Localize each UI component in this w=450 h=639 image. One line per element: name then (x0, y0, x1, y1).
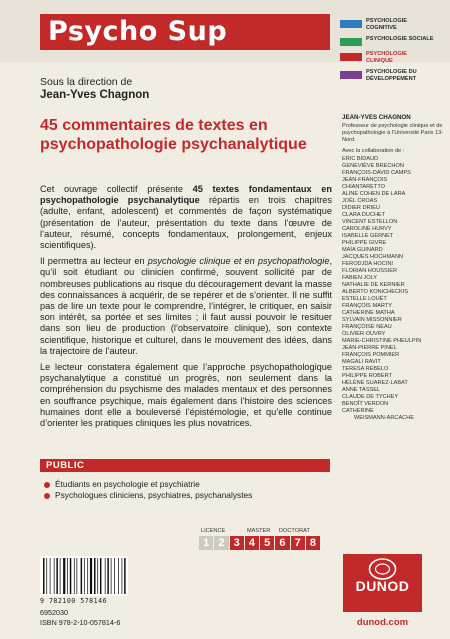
barcode-bar (100, 558, 102, 594)
author-column (342, 114, 450, 422)
barcode-bar (43, 558, 45, 594)
description-text (40, 184, 332, 434)
paragraph-2 (40, 256, 332, 357)
degree-labels (201, 528, 321, 536)
collaborator-name: ALBERTO KONICHECKIS (342, 289, 409, 295)
barcode-number: 9 782100 578146 (40, 597, 108, 605)
barcode-bar (63, 558, 65, 594)
collaborator-name: CLARA DUCHET (342, 212, 386, 218)
collaborator-name: ALINE COHEN DE LARA (342, 191, 406, 197)
product-code: 6952030 (40, 608, 68, 617)
degree-level-8: 8 (306, 536, 320, 550)
degree-level-3: 3 (230, 536, 244, 550)
legend-swatch (340, 20, 362, 28)
collaborator-name: PHILIPPE GIVRE (342, 240, 387, 246)
public-label: PUBLIC (46, 460, 85, 471)
barcode-bar (46, 558, 47, 594)
barcode-bar (56, 558, 58, 594)
director-name: Jean-Yves Chagnon (40, 89, 150, 101)
barcode-bar (81, 558, 83, 594)
legend-label: PSYCHOLOGIE SOCIALE (366, 36, 434, 42)
barcode-bar (90, 558, 92, 594)
book-title: 45 commentaires de textes en psychopathologie psychanalytique (40, 117, 307, 153)
collaborator-name: MAÏA GUINARD (342, 247, 383, 253)
legend-swatch (340, 71, 362, 79)
collaborator-name: GENEVIÈVE BRECHON (342, 163, 404, 169)
barcode-bar (60, 558, 61, 594)
collaborator-name: FERODJDA HOCINI (342, 261, 393, 267)
collaborator-name: ANNE TASSEL (342, 387, 381, 393)
collaborator-name: WEISMANN-ARCACHE (354, 415, 414, 421)
paragraph-3: Le lecteur constatera également que l’approche psychopathologique psychanalytique a constitué un progrès, non seulement dans la compréhension du psychisme des malades mentaux et des personnes en souffrance psychique, mais également dans l’histoire des sciences humaines dont elle a bouleversé l’épistémologie, et qu’elle continue d’orienter les pratiques cliniques les plus novatrices. (40, 362, 332, 429)
collaborators-list (342, 156, 450, 422)
collaborator-name: FRANÇOIS MARTY (342, 303, 392, 309)
degree-level-4: 4 (245, 536, 259, 550)
collection-legend (340, 18, 448, 87)
barcode-bar (70, 558, 72, 594)
legend-item-cognitive (340, 18, 448, 31)
collaborators-intro: Avec la collaboration de : (342, 148, 405, 154)
barcode-bar (87, 558, 88, 594)
publisher-website: dunod.com (356, 617, 409, 628)
isbn-code: ISBN 978-2-10-057814-6 (40, 618, 121, 627)
barcode-bar (77, 558, 78, 594)
collaborator-name: JOËL CROAS (342, 198, 378, 204)
list-item (44, 479, 334, 490)
collaborator-name: FABIEN JOLY (342, 275, 378, 281)
collaborator-name: JACQUES HOCHMANN (342, 254, 403, 260)
legend-label: PSYCHOLOGIE CLINIQUE (366, 51, 408, 64)
degree-level-5: 5 (260, 536, 274, 550)
barcode-bar (114, 558, 115, 594)
legend-swatch (340, 38, 362, 46)
collaborator-name: SYLVAIN MISSONNIER (342, 317, 402, 323)
collaborator-name: ERIC BIDAUD (342, 156, 379, 162)
barcode-bar (84, 558, 85, 594)
paragraph-1 (40, 184, 332, 251)
collaborator-name: ISABELLE GERNET (342, 233, 394, 239)
collaborator-name: CATHERINE MATHA (342, 310, 395, 316)
collaborator-name: FRANÇOISE NEAU (342, 324, 392, 330)
barcode-bar (105, 558, 106, 594)
legend-item-clinique (340, 51, 448, 64)
barcode-bar (54, 558, 55, 594)
text-run-italic: psychologie clinique et en psychopathologie (147, 256, 330, 267)
list-item-text: Psychologues cliniciens, psychiatres, psychanalystes (55, 490, 253, 500)
bullet-icon (44, 493, 50, 499)
author-description: Professeur de psychologie clinique et de psychopathologie à l’Université Paris 13-Nord. (342, 123, 444, 143)
collaborator-name: HÉLÈNE SUAREZ-LABAT (342, 380, 408, 386)
collaborator-name: VINCENT ESTELLON (342, 219, 398, 225)
legend-label: PSYCHOLOGIE DU DÉVELOPPEMENT (366, 69, 417, 82)
text-run-bold: 45 textes fondamentaux en psychopathologie psychanalytique (40, 184, 332, 206)
legend-label: PSYCHOLOGIE COGNITIVE (366, 18, 408, 31)
degree-label-master: MASTER (247, 528, 271, 534)
barcode-bar (122, 558, 123, 594)
list-item (44, 490, 334, 501)
text-run: Cet ouvrage collectif présente (40, 184, 193, 194)
barcode-bar (50, 558, 51, 594)
degree-level-6: 6 (275, 536, 289, 550)
text-run: répartis en trois chapitres (adulte, enfant, adolescent) et commentés de façon systématique (présentation de l’auteur, présentation du texte dans l’œuvre de l’auteur, résumé, concepts fondamentaux, prolongement, enjeux scientifiques). (40, 195, 333, 251)
collaborator-name: CHIANTARETTO (342, 184, 385, 190)
collaborator-name: FRANÇOIS POMMIER (342, 352, 400, 358)
collaborator-name: BENOÎT VERDON (342, 401, 389, 407)
text-run: Il permettra au lecteur en (40, 256, 148, 267)
barcode-bar (107, 558, 109, 594)
collaborator-name: TERESA REBELO (342, 366, 389, 372)
barcode-bar (118, 558, 119, 594)
degree-level-1: 1 (199, 536, 213, 550)
author-name: JEAN-YVES CHAGNON (342, 114, 411, 121)
series-title: Psycho Sup (48, 16, 228, 47)
publisher-emblem-icon (368, 558, 397, 580)
collaborator-name: CLAUDE DE TYCHEY (342, 394, 399, 400)
degree-label-licence: LICENCE (201, 528, 226, 534)
collaborator-name: NATHALIE DE KERNIER (342, 282, 405, 288)
barcode-bar (111, 558, 112, 594)
barcode-bar (124, 558, 126, 594)
direction-intro: Sous la direction de (40, 76, 133, 88)
collaborator-name: CAROLINE HURVY (342, 226, 392, 232)
collaborator-name: MAGALI RAVIT (342, 359, 381, 365)
degree-level-7: 7 (291, 536, 305, 550)
degree-label-doctorat: DOCTORAT (279, 528, 310, 534)
collaborator-name: ESTELLE LOUËT (342, 296, 387, 302)
barcode-bar (67, 558, 68, 594)
collaborator-name: PHILIPPE ROBERT (342, 373, 392, 379)
collaborator-name: JEAN-PIERRE PINEL (342, 345, 397, 351)
barcode (40, 556, 128, 596)
public-list (44, 479, 334, 501)
barcode-bar (97, 558, 98, 594)
collaborator-name: FRANÇOIS-DAVID CAMPS (342, 170, 411, 176)
bullet-icon (44, 482, 50, 488)
collaborator-name: CATHERINE (342, 408, 374, 414)
legend-item-developpement (340, 69, 448, 82)
barcode-bar (74, 558, 75, 594)
collaborator-name: DIDIER DRIEU (342, 205, 380, 211)
publisher-name: DUNOD (355, 578, 410, 594)
collaborator-name: MARIE-CHRISTINE PHEULPIN (342, 338, 422, 344)
list-item-text: Étudiants en psychologie et psychiatrie (55, 479, 200, 489)
text-run: , qu’il soit étudiant ou clinicien confirmé, souvent sollicité par de nombreuses publications au risque du découragement devant la masse des connaissances à acquérir, de se repérer et de s’orienter. Il ne suffit pas de lire un texte pour le comprendre, l’intégrer, le critiquer, en saisir son intérêt, sa portée et ses limites ; il faut aussi pouvoir le resituer dans son lieu de production (l’observatoire clinique), son contexte scientifique, historique et culturel, dans le mouvement des idées, dans la trajectoire de l’auteur. (40, 256, 332, 356)
legend-item-sociale (340, 36, 448, 46)
collaborator-name: OLIVIER OUVRY (342, 331, 386, 337)
collaborator-name: JEAN-FRANÇOIS (342, 177, 388, 183)
barcode-bar (94, 558, 96, 594)
degree-level-bar (199, 536, 321, 550)
legend-swatch (340, 53, 362, 61)
collaborator-name: FLORIAN HOUSSIER (342, 268, 398, 274)
degree-level-2: 2 (214, 536, 228, 550)
